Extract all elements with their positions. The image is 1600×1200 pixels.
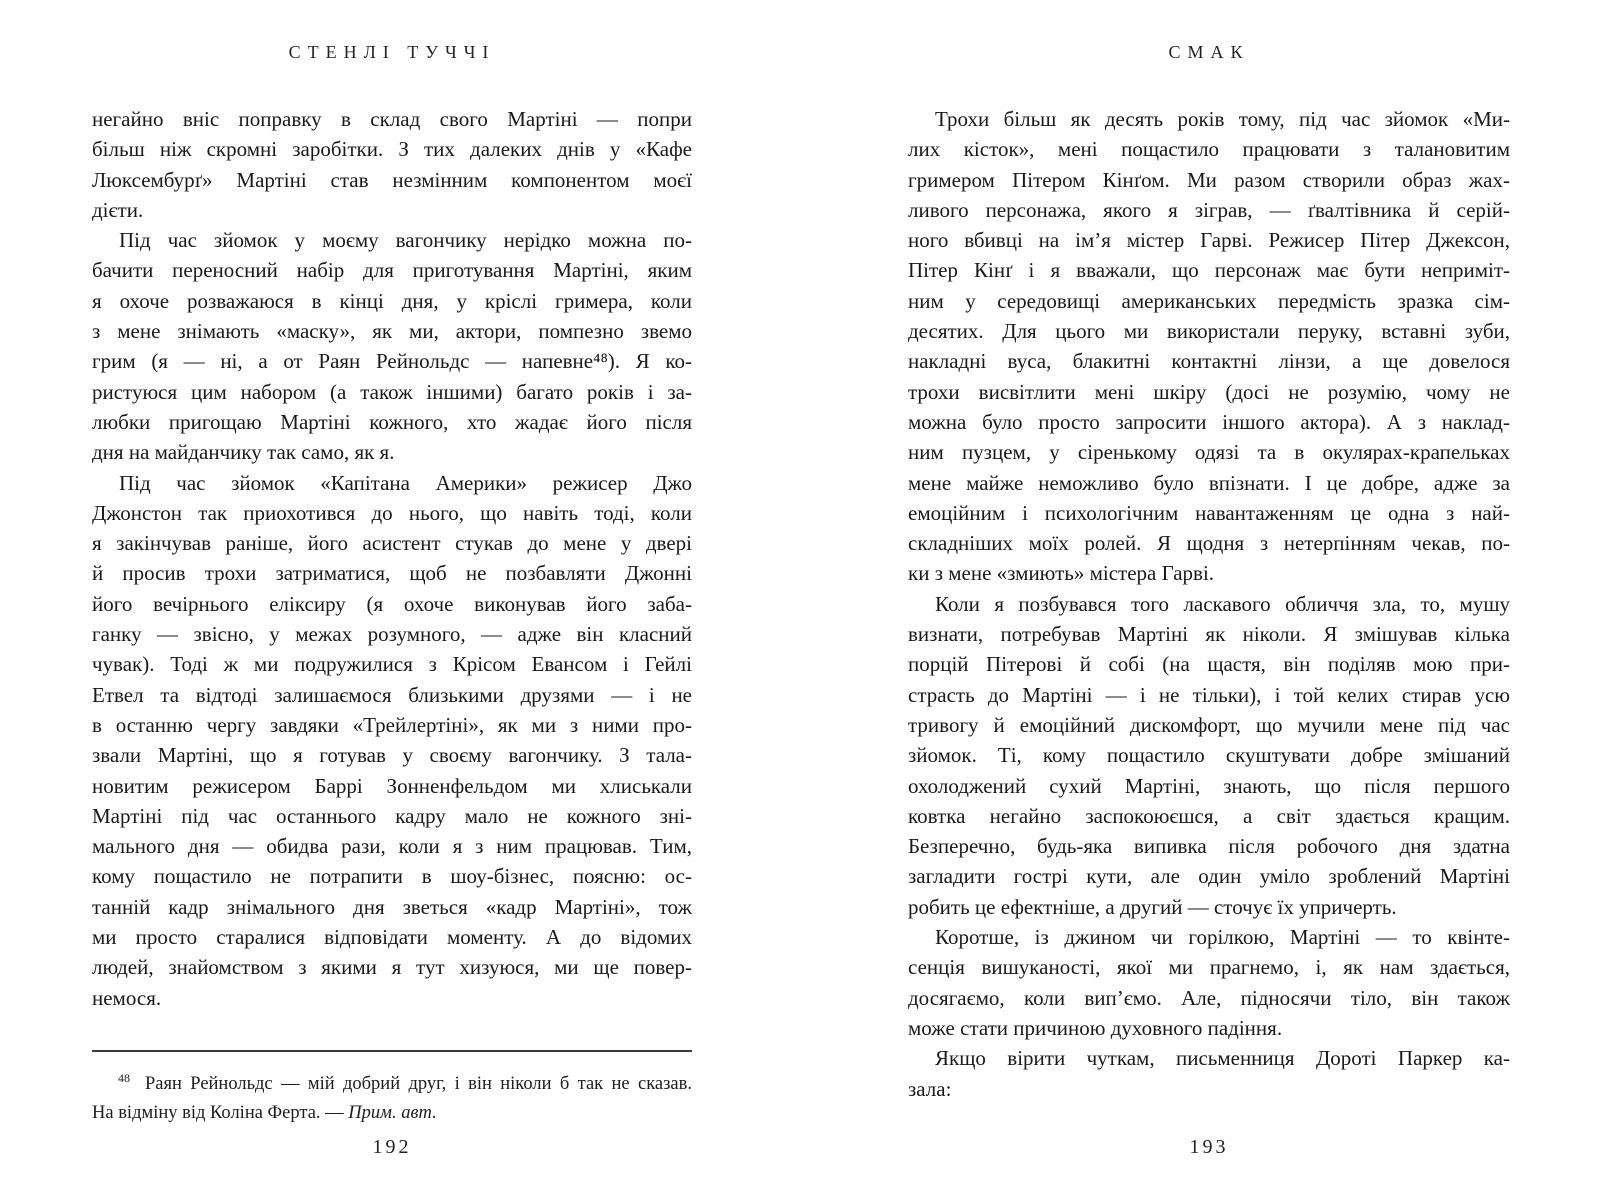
text-line: бачити переносний набір для приготування Мартіні, яким xyxy=(92,258,692,283)
text-line: ним у середовищі американських передмість зразка сім- xyxy=(908,288,1510,313)
text-line: трохи висвітлити мені шкіру (досі не розумію, чому не xyxy=(908,379,1510,404)
page-body-right xyxy=(908,104,1510,1104)
text-line: Пітер Кінґ і я вважали, що персонаж має бути неприміт- xyxy=(908,258,1510,283)
page-number-left: 192 xyxy=(372,1136,412,1158)
text-line: я закінчував раніше, його асистент стукав до мене у двері xyxy=(92,531,692,556)
text-line: досягаємо, коли вип’ємо. Але, підносячи тіло, він також xyxy=(908,985,1510,1010)
text-line: танній кадр знімального дня зветься «кадр Мартіні», тож xyxy=(92,894,692,919)
text-line: любки пригощаю Мартіні кожного, хто жадає його після xyxy=(92,409,692,434)
text-line: складніших моїх ролей. Я щодня з нетерпінням чекав, по- xyxy=(908,531,1510,556)
text-line: Етвел та відтоді залишаємося близькими друзями — і не xyxy=(92,682,692,707)
text-line: дня на майданчику так само, як я. xyxy=(92,440,395,465)
text-line: загладити гострі кути, але один уміло зроблений Мартіні xyxy=(908,864,1510,889)
text-line: Люксембурґ» Мартіні став незмінним компонентом моєї xyxy=(92,167,692,192)
text-line: Якщо вірити чуткам, письменниця Дороті Паркер ка- xyxy=(935,1046,1510,1071)
footnote-text: На відміну від Коліна Ферта. — xyxy=(92,1103,349,1123)
text-line: новитим режисером Баррі Зонненфельдом ми хлиськали xyxy=(92,773,692,798)
text-line: робить це ефектніше, а другий — сточує їх упричерть. xyxy=(908,894,1397,919)
text-line: ного вбивці на ім’я містер Гарві. Режисер Пітер Джексон, xyxy=(908,228,1510,253)
footnote-text: Раян Рейнольдс — мій добрий друг, і він ніколи б так не сказав. xyxy=(145,1074,692,1094)
page-right xyxy=(908,0,1510,1200)
text-line: з мене знімають «маску», як ми, актори, помпезно звемо xyxy=(92,319,692,344)
text-line: лих кісток», мені пощастило працювати з талановитим xyxy=(908,137,1510,162)
footnote-line-2 xyxy=(92,1099,692,1128)
page-number-right: 193 xyxy=(1189,1136,1229,1158)
text-line: визнати, потребував Мартіні як ніколи. Я змішував кілька xyxy=(908,622,1510,647)
text-line: Трохи більш як десять років тому, під час зйомок «Ми- xyxy=(935,107,1510,131)
page-left xyxy=(92,0,692,1200)
text-line: його вечірнього еліксиру (я охоче виконував його заба- xyxy=(92,591,692,616)
text-line: немося. xyxy=(92,985,162,1010)
text-line: десятих. Для цього ми використали перуку, вставні зуби, xyxy=(908,319,1510,344)
text-line: Коротше, із джином чи горілкою, Мартіні — то квінте- xyxy=(935,925,1510,950)
text-line: страсть до Мартіні — і не тільки), і той келих стирав усю xyxy=(908,682,1510,707)
text-line: я охоче розважаюся в кінці дня, у кріслі гримера, коли xyxy=(92,288,692,313)
text-line: може стати причиною духовного падіння. xyxy=(908,1015,1283,1040)
footnote-text-italic: Прим. авт. xyxy=(348,1103,437,1123)
text-line: охолоджений сухий Мартіні, знають, що після першого xyxy=(908,773,1510,798)
text-line: порцій Пітерові й собі (на щастя, він поділяв мою при- xyxy=(908,652,1510,677)
text-line: Під час зйомок «Капітана Америки» режисер Джо xyxy=(119,470,692,495)
text-line: й просив трохи затриматися, щоб не позбавляти Джонні xyxy=(92,561,692,586)
text-line: зйомок. Ті, кому пощастило скуштувати добре змішаний xyxy=(908,743,1510,768)
text-line: ки з мене «змиють» містера Гарві. xyxy=(908,561,1215,586)
text-line: негайно вніс поправку в склад свого Мартіні — попри xyxy=(92,107,692,131)
text-line: більш ніж скромні заробітки. З тих далеких днів у «Кафе xyxy=(92,137,692,162)
page-body-left xyxy=(92,104,692,1013)
footnote-line-1 xyxy=(92,1064,692,1099)
text-line: дієти. xyxy=(92,197,144,222)
text-line: гримером Пітером Кінґом. Ми разом створили образ жах- xyxy=(908,167,1510,192)
text-line: ристуюся цим набором (а також іншими) багато років і за- xyxy=(92,379,692,404)
text-line: мального дня — обидва рази, коли я з ним працював. Тим, xyxy=(92,834,692,859)
text-line: мене майже неможливо було впізнати. І це добре, адже за xyxy=(908,470,1510,495)
text-line: звали Мартіні, що я готував у своєму вагончику. З тала- xyxy=(92,743,692,768)
text-line: Мартіні під час останнього кадру мало не кожного зні- xyxy=(92,803,692,828)
footnote-rule xyxy=(92,1050,692,1052)
footnote xyxy=(92,1050,692,1128)
text-line: ми просто старалися відповідати моменту. А до відомих xyxy=(92,925,692,950)
text-line: емоційним і психологічним навантаженням це одна з най- xyxy=(908,500,1510,525)
running-head-author: СТЕНЛІ ТУЧЧІ xyxy=(288,42,496,62)
text-line: ганку — звісно, у межах розумного, — адже він класний xyxy=(92,622,692,647)
text-line: Джонстон так приохотився до нього, що навіть тоді, коли xyxy=(92,500,692,525)
footnote-marker: 48 xyxy=(118,1071,130,1085)
text-line: Безперечно, будь-яка випивка після робочого дня здатна xyxy=(908,834,1510,859)
text-line: в останню чергу завдяки «Трейлертіні», як ми з ними про- xyxy=(92,712,692,737)
text-line: Під час зйомок у моєму вагончику нерідко можна по- xyxy=(119,228,692,253)
running-head-title: СМАК xyxy=(1168,42,1250,62)
text-line: чувак). Тоді ж ми подружилися з Крісом Евансом і Гейлі xyxy=(92,652,692,677)
text-line: накладні вуса, блакитні контактні лінзи, а ще довелося xyxy=(908,349,1510,374)
text-line: людей, знайомством з якими я тут хизуюся, ми ще повер- xyxy=(92,955,692,980)
text-line: ливого персонажа, якого я зіграв, — ґвалтівника й серій- xyxy=(908,197,1510,222)
text-line: можна було просто запросити іншого актора). А з наклад- xyxy=(908,409,1510,434)
text-line: зала: xyxy=(908,1076,952,1101)
text-line: грим (я — ні, а от Раян Рейнольдс — напевне⁴⁸). Я ко- xyxy=(92,349,692,374)
text-line: ним пузцем, у сіренькому одязі та в окулярах-крапельках xyxy=(908,440,1510,465)
text-line: кому пощастило не потрапити в шоу-бізнес, поясню: ос- xyxy=(92,864,692,889)
text-line: сенція вишуканості, якої ми прагнемо, і, як нам здається, xyxy=(908,955,1510,980)
text-line: тривогу й емоційний дискомфорт, що мучили мене під час xyxy=(908,712,1510,737)
text-line: ковтка негайно заспокоюєшся, а світ здається кращим. xyxy=(908,803,1510,828)
text-line: Коли я позбувався того ласкавого обличчя зла, то, мушу xyxy=(935,591,1510,616)
